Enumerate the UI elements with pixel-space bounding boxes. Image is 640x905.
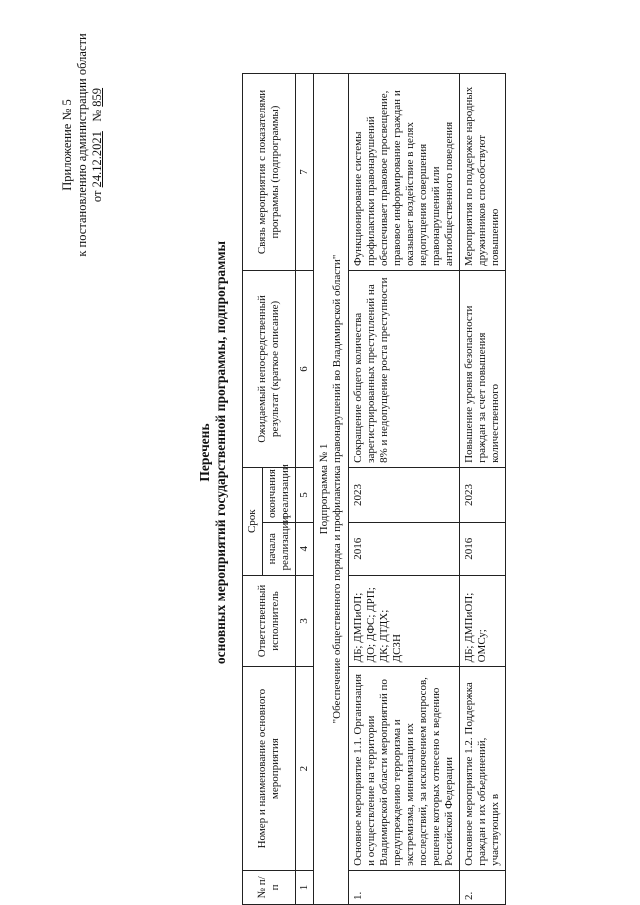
row-executor: ДБ; ДМПиОП; ДО; ДФС; ДРП; ДК; ДТДХ; ДСЗН [349,575,460,667]
title-line-2: основных мероприятий государственной программы, подпрограммы [213,240,228,665]
document-title [197,0,229,905]
appendix-date: 24.12.2021 [90,131,104,188]
col-number: 2 [296,667,314,870]
subprogram-name: "Обеспечение общественного порядка и профилактика правонарушений во Владимирской области" [331,254,343,724]
appendix-title: Приложение № 5 [60,99,74,191]
appendix-reference: к постановлению администрации области [75,33,89,257]
row-num: 1. [349,870,460,904]
row-name: Основное мероприятие 1.2. Поддержка граждан и их объединений, участвующих в [460,667,506,870]
number-prefix: № [90,106,104,122]
col-number: 5 [296,467,314,522]
header-start: начала реализации [263,523,296,576]
subprogram-row [314,74,349,905]
subprogram-title: Подпрограмма № 1 [318,443,330,535]
appendix-number: 859 [90,87,104,107]
col-number: 7 [296,74,314,271]
header-name: Номер и наименование основного мероприятия [243,667,296,870]
header-num: № п/п [243,870,296,904]
row-start: 2016 [349,523,460,576]
header-row [243,74,263,905]
row-end: 2023 [460,467,506,522]
col-number: 4 [296,523,314,576]
col-number: 1 [296,870,314,904]
row-start: 2016 [460,523,506,576]
appendix-block [60,25,105,265]
col-number: 3 [296,575,314,667]
header-result: Ожидаемый непосредственный результат (краткое описание) [243,270,296,467]
row-result: Повышение уровня безопасности граждан за счет повышения количественного [460,270,506,467]
row-end: 2023 [349,467,460,522]
row-result: Сокращение общего количества зарегистрированных преступлений на 8% и недопущение роста преступности [349,270,460,467]
header-link: Связь мероприятия с показателями программы (подпрограммы) [243,74,296,271]
row-executor: ДБ; ДМПиОП; ОМСу; [460,575,506,667]
table-row [460,74,506,905]
header-term: Срок [243,467,263,575]
header-end: окончания реализации [263,467,296,522]
row-name: Основное мероприятие 1.1. Организация и осуществление на территории Владимирской области мероприятий по предупреждению терроризма и экстремизма, минимизации их последствий, за исключением вопросов, решение которых отнесено к ведению Российской Федерации [349,667,460,870]
measures-table [242,73,506,905]
subprogram-heading [314,74,349,905]
date-prefix: от [90,187,104,203]
header-executor: Ответственный исполнитель [243,575,296,667]
row-num: 2. [460,870,506,904]
title-line-1: Перечень [197,423,212,482]
column-numbers-row [296,74,314,905]
appendix-date-line [90,25,105,265]
table-row [349,74,460,905]
row-link: Функционирование системы профилактики правонарушений обеспечивает правовое просвещение, правовое информирование граждан и оказывает воздействие в целях недопущения совершения правонарушений или антиобщественного поведения [349,74,460,271]
row-link: Мероприятия по поддержке народных дружинников способствуют повышению [460,74,506,271]
col-number: 6 [296,270,314,467]
